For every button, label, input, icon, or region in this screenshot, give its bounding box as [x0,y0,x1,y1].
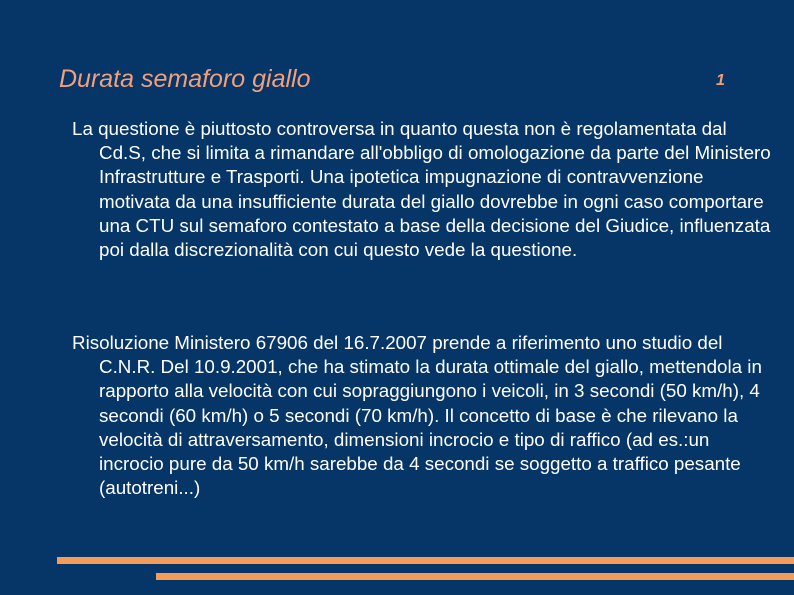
body-paragraph-2: Risoluzione Ministero 67906 del 16.7.2007 prende a riferimento uno studio del C.N.R. Del 10.9.2001, che ha stimato la durata ottimale del giallo, mettendola in rapporto alla velocità con cui sopraggiungono i veicoli, in 3 secondi (50 km/h), 4 secondi (60 km/h) o 5 secondi (70 km/h). Il concetto di base è che rilevano la velocità di attraversamento, dimensioni incrocio e tipo di raffico (ad es.:un incrocio pure da 50 km/h sarebbe da 4 secondi se soggetto a traffico pesante (autotreni...) [72,332,762,499]
body-paragraph-1: La questione è piuttosto controversa in quanto questa non è regolamentata dal Cd.S, che si limita a rimandare all'obbligo di omologazione da parte del Ministero Infrastrutture e Trasporti. Una ipotetica impugnazione di contravvenzione motivata da una insufficiente durata del giallo dovrebbe in ogni caso comportare una CTU sul semaforo contestato a base della decisione del Giudice, influenzata poi dalla discrezionalità con cui questo vede la questione. [72,118,771,261]
decorative-stripe-bottom [156,573,794,580]
page-number: 1 [716,72,725,89]
slide-title: Durata semaforo giallo [59,65,311,93]
decorative-stripe-top [57,557,794,564]
